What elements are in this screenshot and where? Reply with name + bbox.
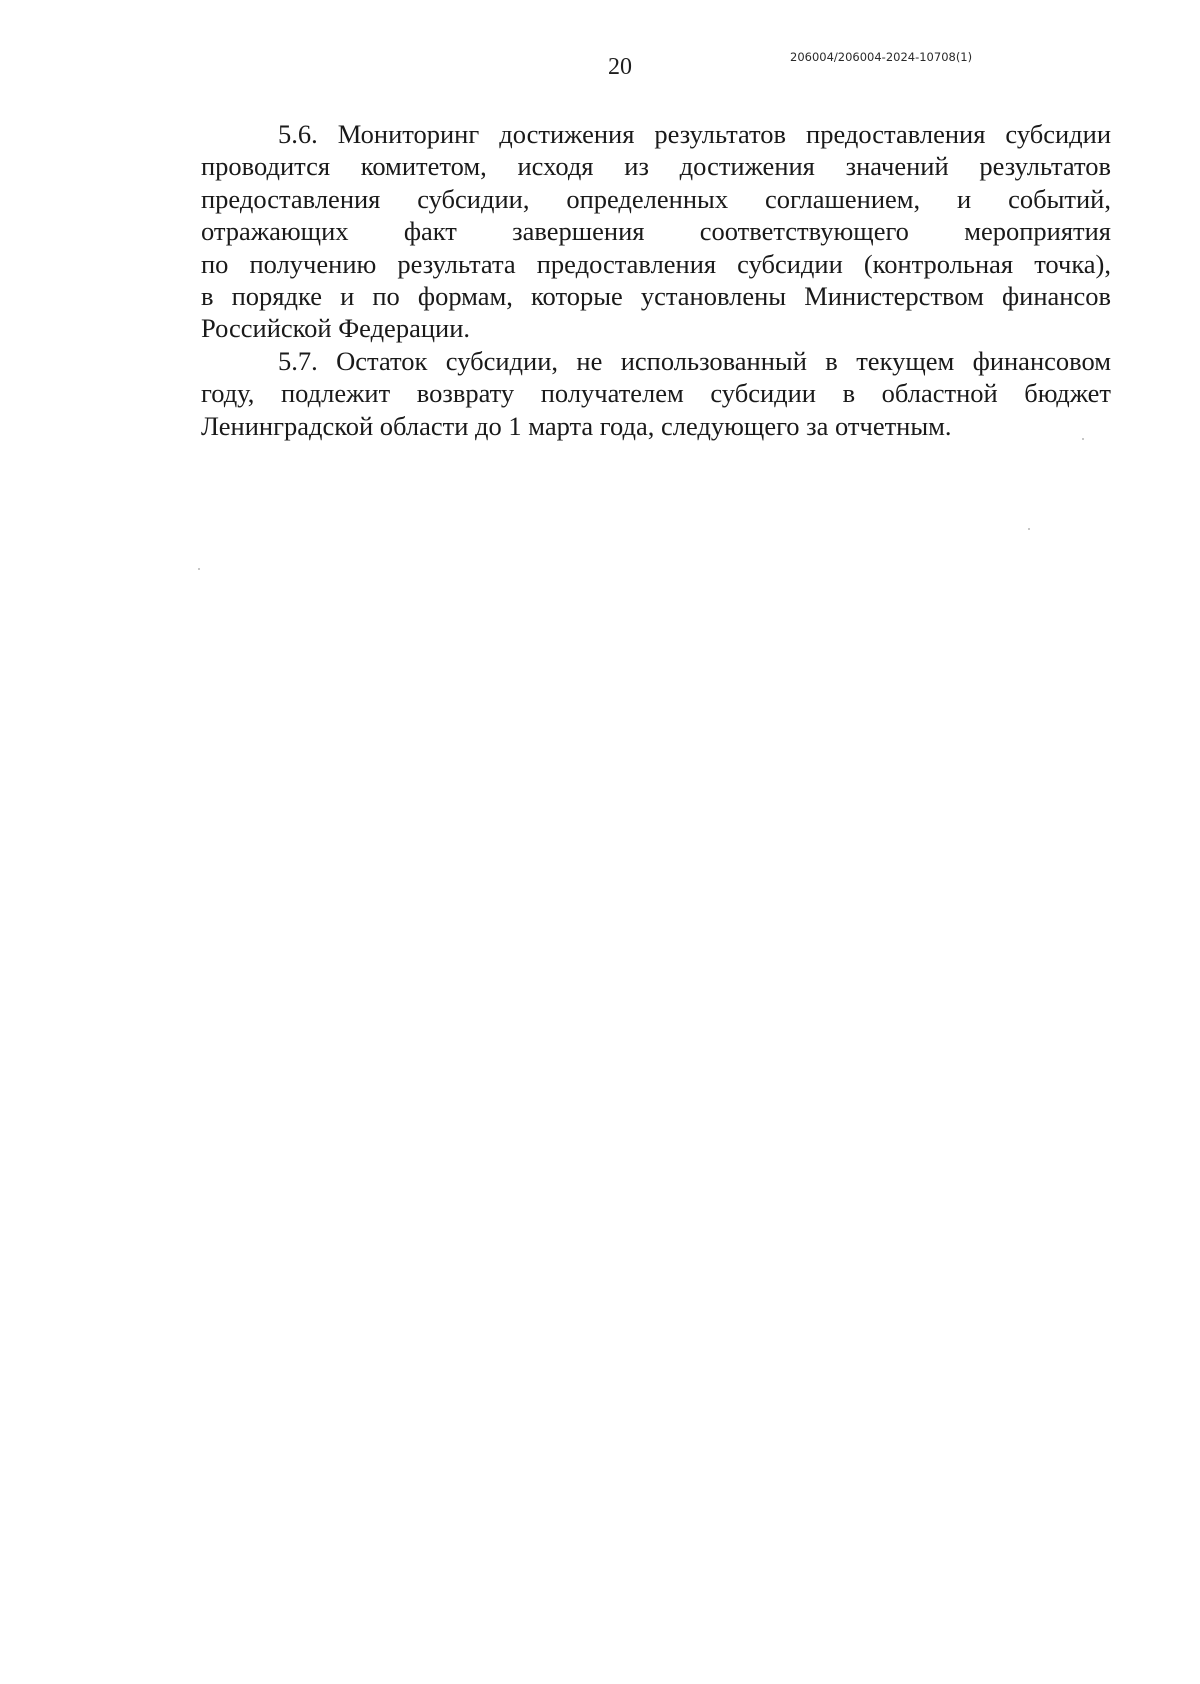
text-line: году, подлежит возврату получателем субсидии в областной бюджет [201, 378, 1111, 409]
text-line: 5.7. Остаток субсидии, не использованный в текущем финансовом [278, 345, 1111, 376]
document-body [201, 118, 1111, 442]
text-line: по получению результата предоставления субсидии (контрольная точка), [201, 248, 1111, 279]
text-line: Российской Федерации. [201, 313, 470, 344]
text-line: проводится комитетом, исходя из достижения значений результатов [201, 151, 1111, 182]
scan-speck [1082, 438, 1084, 440]
scan-speck [1028, 528, 1030, 530]
text-line: предоставления субсидии, определенных соглашением, и событий, [201, 183, 1111, 214]
text-line: Ленинградской области до 1 марта года, следующего за отчетным. [201, 410, 952, 441]
paragraph-5-7 [201, 345, 1111, 442]
scan-speck [198, 568, 200, 570]
page-number: 20 [608, 54, 632, 80]
text-line: 5.6. Мониторинг достижения результатов предоставления субсидии [278, 119, 1111, 149]
text-line: в порядке и по формам, которые установлены Министерством финансов [201, 281, 1111, 312]
text-line: отражающих факт завершения соответствующего мероприятия [201, 216, 1111, 247]
document-registration-number: 206004/206004-2024-10708(1) [790, 50, 973, 64]
paragraph-5-6 [201, 118, 1111, 345]
